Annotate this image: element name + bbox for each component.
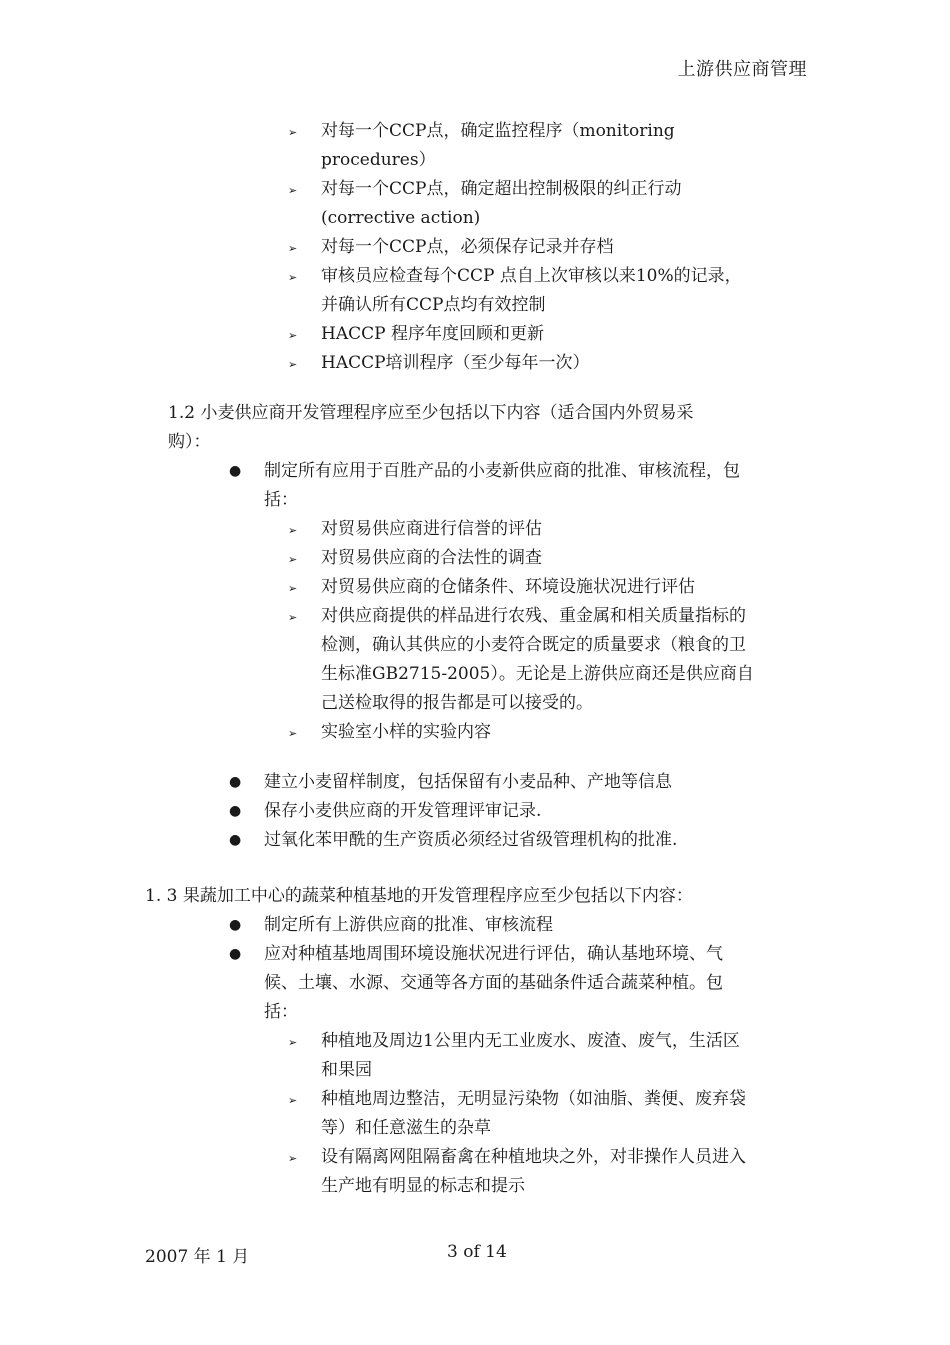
arrow-bullet-icon: ➢ — [288, 1094, 298, 1107]
list-item-line: procedures） — [321, 150, 436, 170]
bullet-icon: ● — [229, 917, 242, 933]
arrow-bullet-icon: ➢ — [288, 524, 298, 537]
arrow-bullet-icon: ➢ — [288, 727, 298, 740]
list-item-line: HACCP 程序年度回顾和更新 — [321, 324, 544, 344]
bullet-icon: ● — [229, 946, 242, 962]
bullet-item-line: 应对种植基地周围环境设施状况进行评估，确认基地环境、气 — [264, 944, 723, 964]
list-item-line: 等）和任意滋生的杂草 — [321, 1118, 491, 1138]
list-item-line: 对贸易供应商的仓储条件、环境设施状况进行评估 — [321, 577, 695, 597]
list-item-line: 生产地有明显的标志和提示 — [321, 1176, 525, 1196]
arrow-bullet-icon: ➢ — [288, 242, 298, 255]
list-item-line: 审核员应检查每个CCP 点自上次审核以来10%的记录， — [321, 266, 742, 286]
list-item-line: 对每一个CCP点，必须保存记录并存档 — [321, 237, 614, 257]
list-item-line: 对贸易供应商进行信誉的评估 — [321, 519, 542, 539]
list-item-line: 实验室小样的实验内容 — [321, 722, 491, 742]
list-item-line: HACCP培训程序（至少每年一次） — [321, 353, 590, 373]
section-heading: 1.2 小麦供应商开发管理程序应至少包括以下内容（适合国内外贸易采 — [168, 403, 694, 423]
list-item-line: 己送检取得的报告都是可以接受的。 — [321, 693, 593, 713]
bullet-icon: ● — [229, 832, 242, 848]
arrow-bullet-icon: ➢ — [288, 184, 298, 197]
arrow-bullet-icon: ➢ — [288, 611, 298, 624]
footer-date: 2007 年 1 月 — [145, 1247, 250, 1267]
bullet-item-line: 保存小麦供应商的开发管理评审记录. — [264, 801, 542, 821]
bullet-icon: ● — [229, 463, 242, 479]
list-item-line: 对供应商提供的样品进行农残、重金属和相关质量指标的 — [321, 606, 746, 626]
bullet-item-line: 过氧化苯甲酰的生产资质必须经过省级管理机构的批准. — [264, 830, 678, 850]
bullet-item-line: 括： — [264, 490, 298, 510]
list-item-line: 种植地及周边1公里内无工业废水、废渣、废气，生活区 — [321, 1031, 740, 1051]
list-item-line: 检测，确认其供应的小麦符合既定的质量要求（粮食的卫 — [321, 635, 746, 655]
bullet-item-line: 制定所有应用于百胜产品的小麦新供应商的批准、审核流程，包 — [264, 461, 740, 481]
section-heading: 1. 3 果蔬加工中心的蔬菜种植基地的开发管理程序应至少包括以下内容： — [145, 886, 693, 906]
arrow-bullet-icon: ➢ — [288, 358, 298, 371]
footer-page-number: 3 of 14 — [447, 1242, 507, 1262]
list-item-line: 生标准GB2715-2005）。无论是上游供应商还是供应商自 — [321, 664, 754, 684]
list-item-line: 对每一个CCP点，确定超出控制极限的纠正行动 — [321, 179, 682, 199]
arrow-bullet-icon: ➢ — [288, 271, 298, 284]
page-header: 上游供应商管理 — [677, 59, 807, 80]
arrow-bullet-icon: ➢ — [288, 582, 298, 595]
bullet-item-line: 建立小麦留样制度，包括保留有小麦品种、产地等信息 — [264, 772, 672, 792]
bullet-icon: ● — [229, 774, 242, 790]
list-item-line: 对每一个CCP点，确定监控程序（monitoring — [321, 121, 675, 141]
list-item-line: 并确认所有CCP点均有效控制 — [321, 295, 546, 315]
list-item-line: 对贸易供应商的合法性的调查 — [321, 548, 542, 568]
arrow-bullet-icon: ➢ — [288, 126, 298, 139]
arrow-bullet-icon: ➢ — [288, 329, 298, 342]
arrow-bullet-icon: ➢ — [288, 1036, 298, 1049]
list-item-line: 种植地周边整洁，无明显污染物（如油脂、粪便、废弃袋 — [321, 1089, 746, 1109]
arrow-bullet-icon: ➢ — [288, 553, 298, 566]
bullet-item-line: 括： — [264, 1002, 298, 1022]
list-item-line: 设有隔离网阻隔畜禽在种植地块之外，对非操作人员进入 — [321, 1147, 746, 1167]
arrow-bullet-icon: ➢ — [288, 1152, 298, 1165]
list-item-line: 和果园 — [321, 1060, 372, 1080]
list-item-line: (corrective action) — [321, 208, 481, 228]
bullet-icon: ● — [229, 803, 242, 819]
bullet-item-line: 制定所有上游供应商的批准、审核流程 — [264, 915, 553, 935]
section-heading: 购）： — [168, 432, 211, 452]
bullet-item-line: 候、土壤、水源、交通等各方面的基础条件适合蔬菜种植。包 — [264, 973, 723, 993]
